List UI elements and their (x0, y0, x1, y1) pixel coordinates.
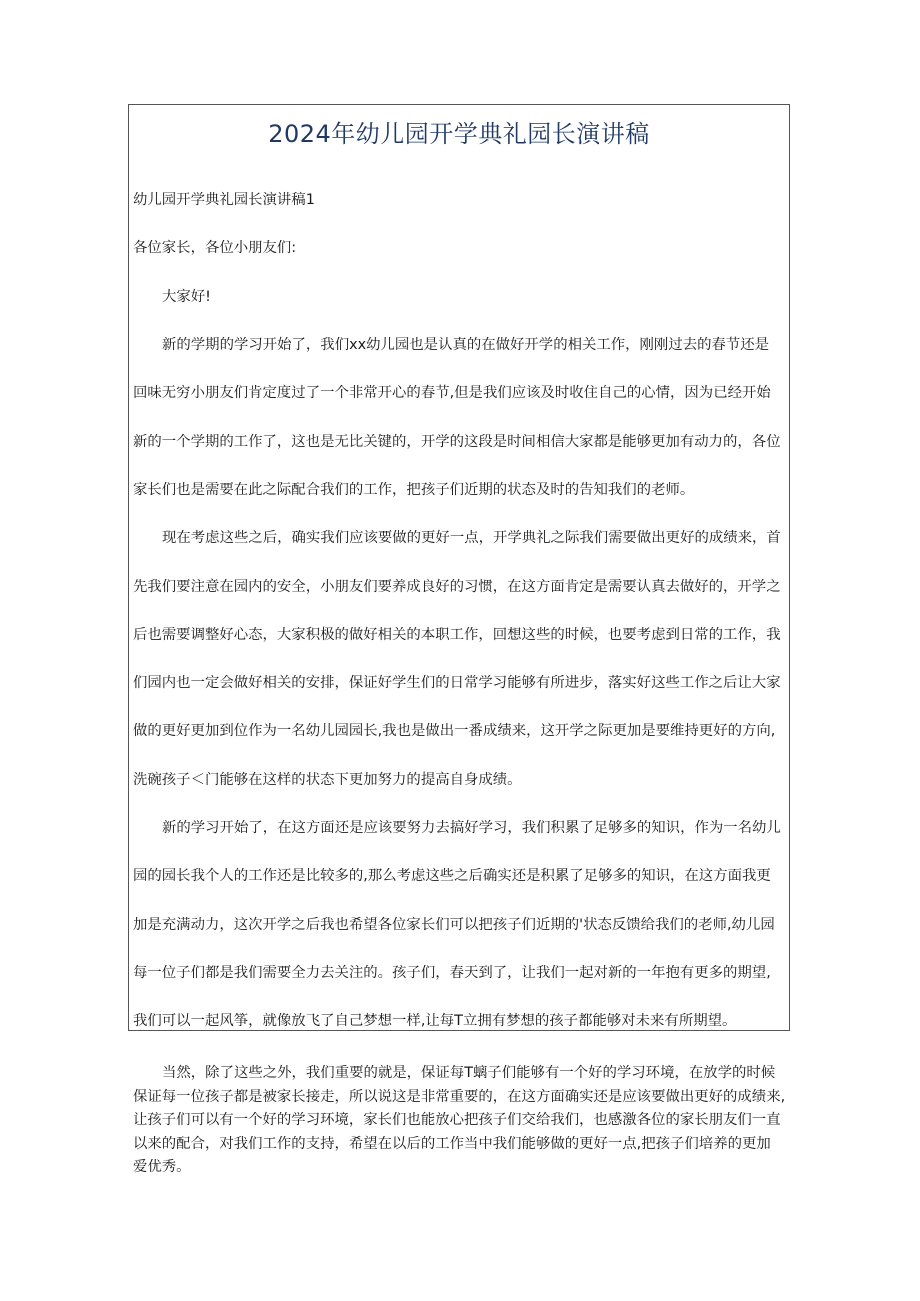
paragraph-3-line-2: 园的园长我个人的工作还是比较多的,那么考虑这些之后确实还是积累了足够多的知识，在这方面我更 (133, 868, 771, 884)
paragraph-2-line-5: 做的更好更加到位作为一名幼儿园园长,我也是做出一番成绩来，这开学之际更加是要维持更好的方向, (133, 723, 776, 739)
paragraph-3-line-5: 我们可以一起风筝，就像放飞了自己梦想一样,让每T立拥有梦想的孩子都能够对未来有所期望。 (133, 1013, 737, 1029)
closing-paragraph-line: 保证每一位孩子都是被家长接走，所以说这是非常重要的，在这方面确实还是应该要做出更好的成绩来, (133, 1088, 786, 1105)
paragraph-1-line-4: 家长们也是需要在此之际配合我们的工作，把孩子们近期的状态及时的告知我们的老师。 (133, 482, 695, 498)
closing-paragraph-line: 当然，除了这些之外，我们重要的就是，保证每T螭子们能够有一个好的学习环境，在放学的时候 (162, 1065, 776, 1081)
paragraph-1-line-1: 新的学期的学习开始了，我们xx幼儿园也是认真的在做好开学的相关工作，刚刚过去的春节还是 (162, 337, 770, 353)
paragraph-2-line-6: 洗碗孩子＜门能够在这样的状态下更加努力的提高自身成绩。 (133, 772, 522, 788)
salutation: 各位家长，各位小朋友们: (133, 240, 297, 256)
paragraph-3-line-3: 加是充满动力，这次开学之后我也希望各位家长们可以把孩子们近期的'状态反馈给我们的老师,幼儿园 (133, 917, 775, 933)
paragraph-2-line-2: 先我们要注意在园内的安全，小朋友们要养成良好的习惯，在这方面肯定是需要认真去做好的，开学之 (133, 579, 781, 595)
paragraph-3-line-4: 每一位子们都是我们需要全力去关注的。孩子们，春天到了，让我们一起对新的一年抱有更多的期望, (133, 965, 771, 981)
paragraph-2-line-1: 现在考虑这些之后，确实我们应该要做的更好一点，开学典礼之际我们需要做出更好的成绩来，首 (162, 530, 781, 546)
paragraph-2-line-3: 后也需要调整好心态，大家积极的做好相关的本职工作，回想这些的时候，也要考虑到日常的工作，我 (133, 627, 781, 643)
closing-paragraph-line: 爱优秀。 (133, 1159, 191, 1175)
paragraph-2-line-4: 们园内也一定会做好相关的安排，保证好学生们的日常学习能够有所进步，落实好这些工作之后让大家 (133, 675, 781, 691)
document-title: 2024年幼儿园开学典礼园长演讲稿 (268, 120, 650, 148)
closing-paragraph-line: 让孩子们可以有一个好的学习环境，家长们也能放心把孩子们交给我们，也感激各位的家长朋友们一直 (133, 1112, 781, 1128)
greeting: 大家好! (162, 289, 211, 305)
closing-paragraph-line: 以来的配合，对我们工作的支持，希望在以后的工作当中我们能够做的更好一点,把孩子们培养的更加 (133, 1135, 771, 1152)
paragraph-3-line-1: 新的学习开始了，在这方面还是应该要努力去搞好学习，我们积累了足够多的知识，作为一名幼儿 (162, 820, 781, 836)
closing-paragraph (133, 1062, 793, 1180)
section-heading: 幼儿园开学典礼园长演讲稿1 (133, 192, 315, 208)
paragraph-1-line-2: 回味无穷小朋友们肯定度过了一个非常开心的春节,但是我们应该及时收住自己的心情，因为已经开始 (133, 385, 771, 401)
paragraph-1-line-3: 新的一个学期的工作了，这也是无比关键的，开学的这段是时间相信大家都是能够更加有动力的，各位 (133, 434, 781, 450)
